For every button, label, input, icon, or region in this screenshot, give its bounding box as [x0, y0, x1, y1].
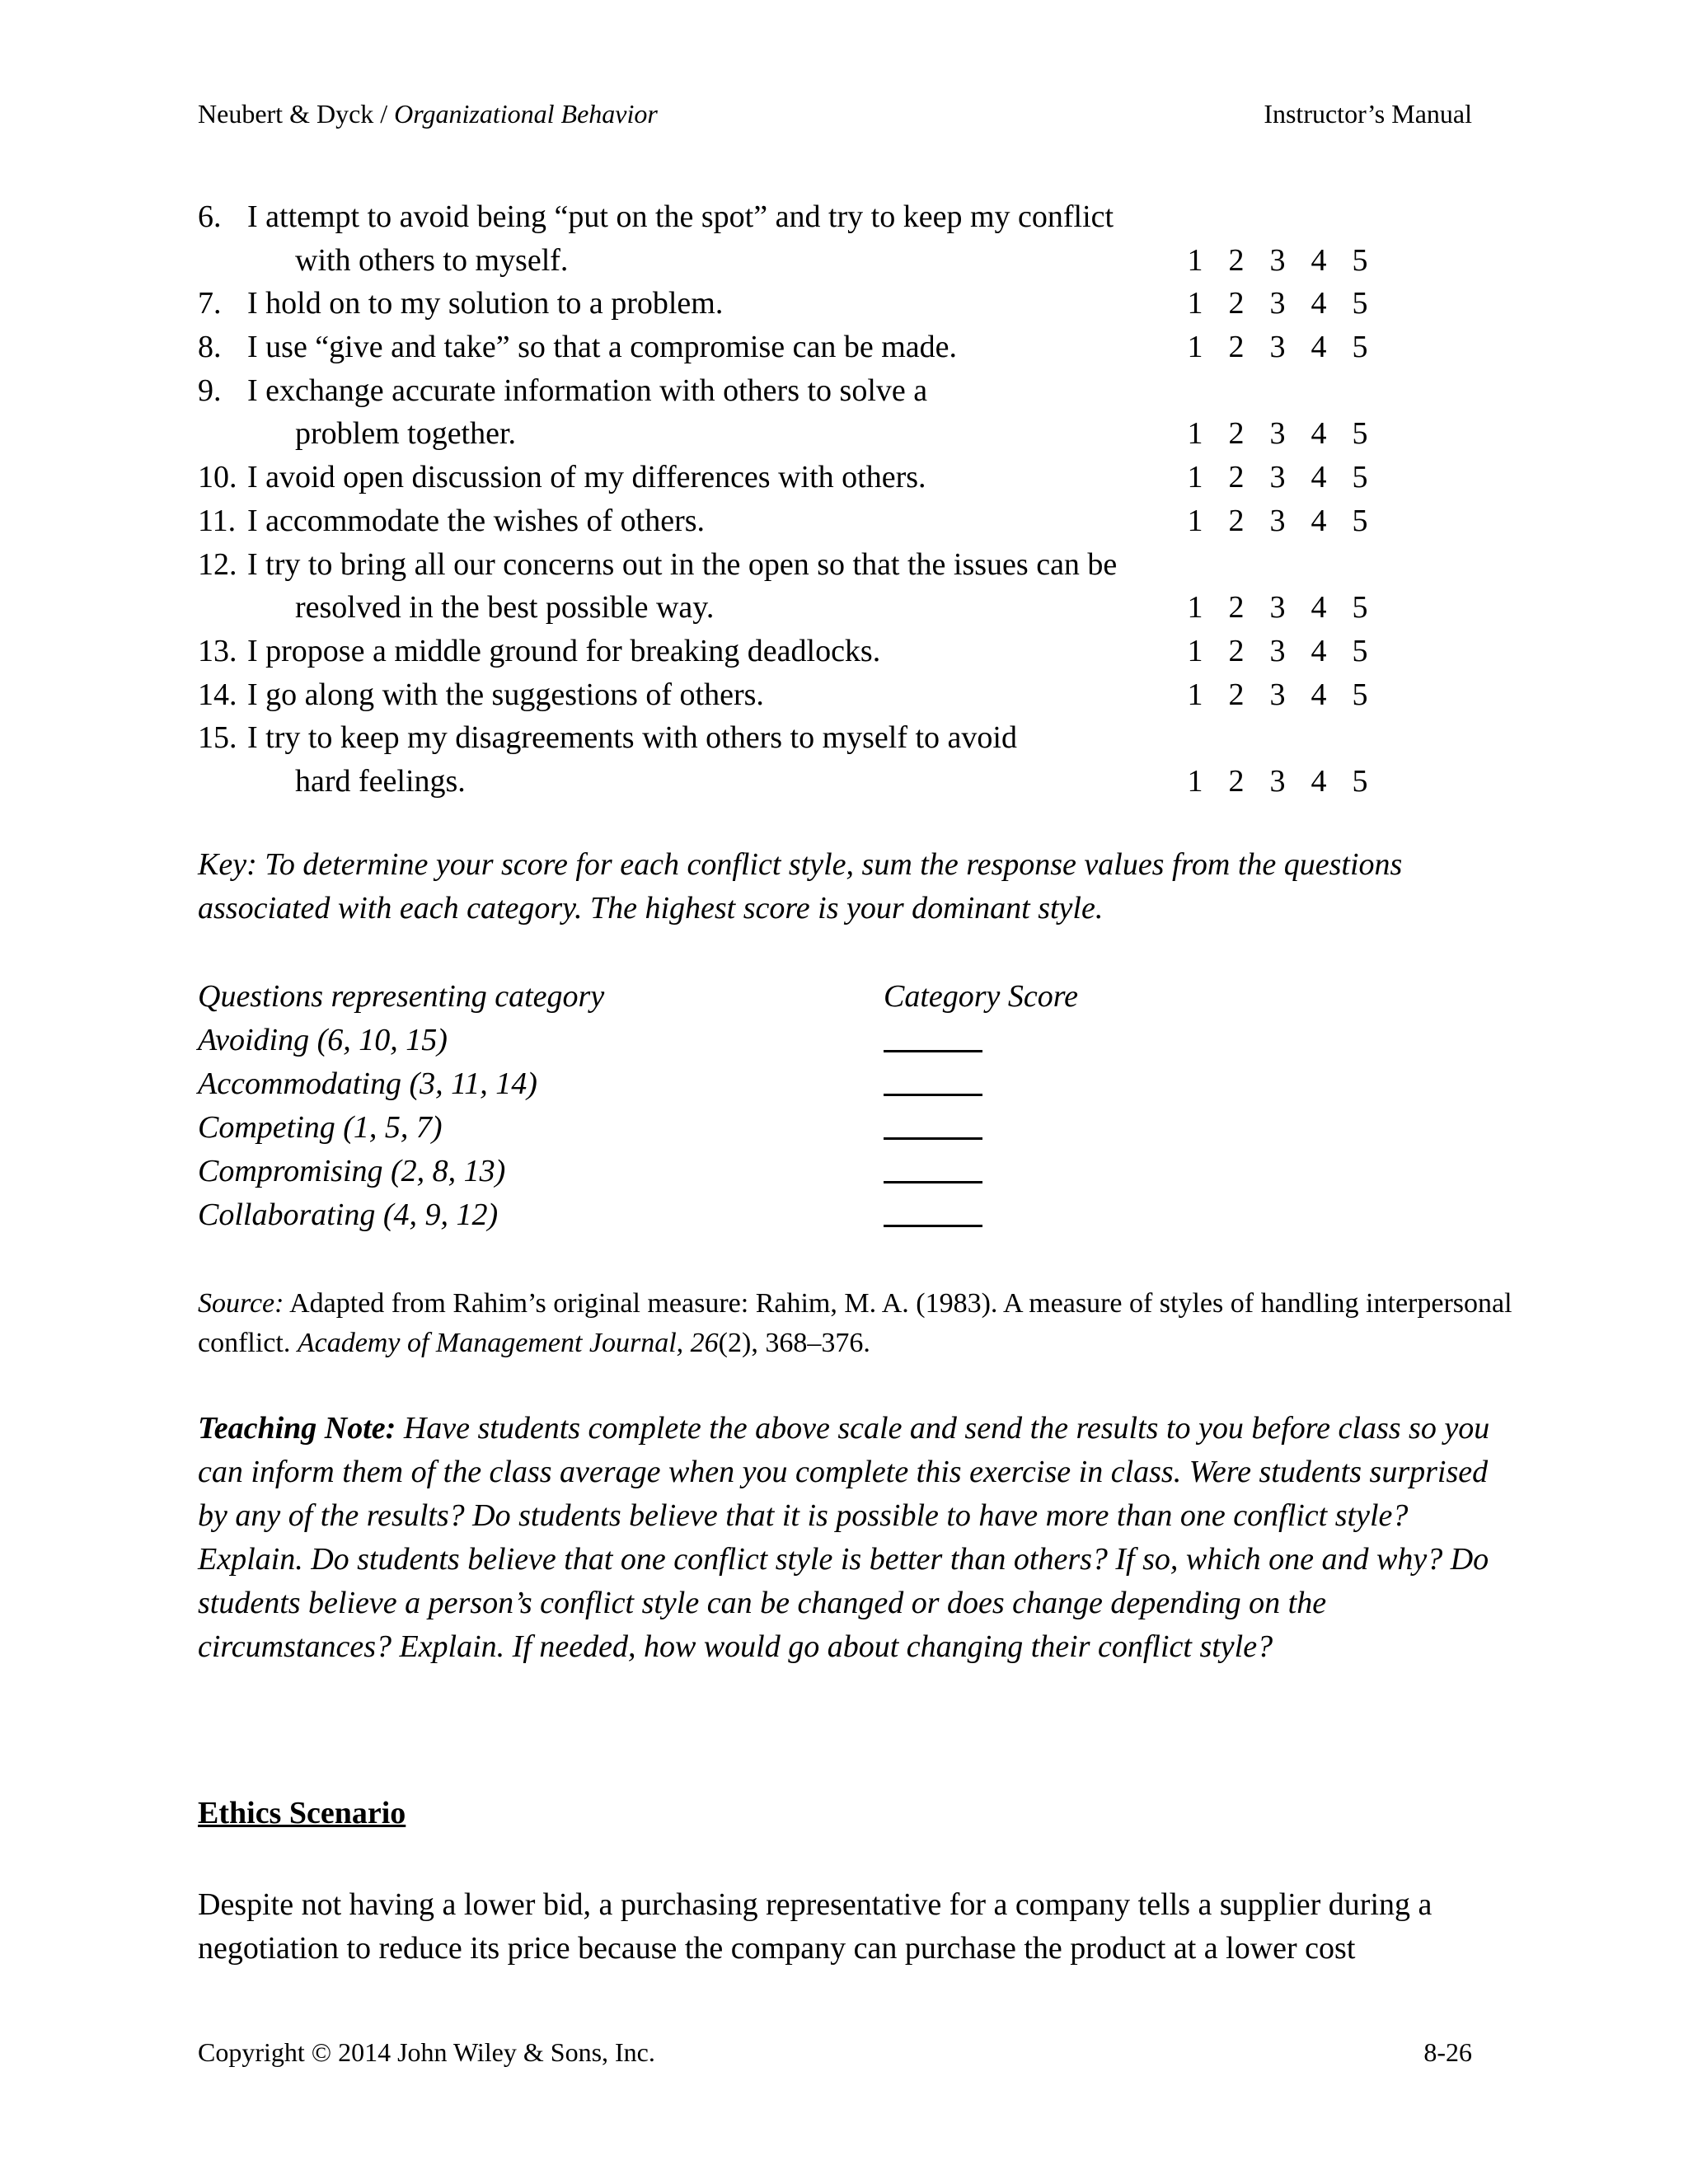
scale-value: 3 — [1269, 242, 1286, 278]
category-header-left: Questions representing category — [198, 979, 605, 1014]
scale-value: 2 — [1228, 633, 1245, 668]
category-header-right: Category Score — [884, 979, 1079, 1014]
score-blank — [884, 1062, 982, 1096]
scale-value: 3 — [1269, 590, 1286, 626]
header-book-title: Organizational Behavior — [394, 99, 658, 129]
scale-value: 2 — [1228, 503, 1245, 538]
scale-value: 4 — [1311, 503, 1327, 538]
item-number: 8. — [198, 330, 222, 365]
scale-value: 4 — [1311, 763, 1327, 799]
scale-value: 4 — [1311, 460, 1327, 495]
item-line — [198, 499, 1385, 543]
item-text: with others to myself. — [295, 242, 569, 278]
scale-value: 4 — [1311, 590, 1327, 626]
item-line — [198, 586, 1385, 630]
scale-value: 1 — [1187, 677, 1203, 712]
scoring-key: Key: To determine your score for each conflict style, sum the response values from the questions associated with each category. The highest score is your dominant style. — [198, 847, 1403, 926]
scale-value: 2 — [1228, 416, 1245, 452]
category-label: Collaborating (4, 9, 12) — [198, 1197, 499, 1232]
scale-value: 3 — [1269, 286, 1286, 321]
footer-page-number: 8-26 — [1423, 2037, 1472, 2067]
source-label: Source: — [198, 1288, 284, 1319]
item-number: 10. — [198, 460, 237, 495]
teaching-note-text: Have students complete the above scale and send the results to you before class so you can inform them of the class average when you complete this exercise in class. Were students surprised by any of the results? Do students believe that it is possible to have more than one conflict style? Explain. Do students believe that one conflict style is better than others? If so, which one and why? Do students believe a person’s conflict style can be changed or does change depending on the circumstances? Explain. If needed, how would go about changing their conflict style? — [198, 1411, 1490, 1664]
scale-value: 5 — [1352, 503, 1368, 538]
teaching-note-label: Teaching Note: — [198, 1411, 396, 1446]
scale-value: 5 — [1352, 416, 1368, 452]
scale-value: 1 — [1187, 242, 1203, 278]
scale-value: 3 — [1269, 503, 1286, 538]
item-text: resolved in the best possible way. — [295, 590, 715, 626]
score-blank — [884, 1106, 982, 1140]
item-line — [198, 412, 1385, 456]
item-line — [198, 630, 1385, 673]
scale-value: 1 — [1187, 330, 1203, 365]
scale-value: 3 — [1269, 330, 1286, 365]
ethics-scenario-heading: Ethics Scenario — [198, 1796, 406, 1830]
questionnaire-items — [198, 195, 1385, 804]
item-number: 12. — [198, 546, 237, 582]
scale-value: 5 — [1352, 763, 1368, 799]
scale-value: 4 — [1311, 242, 1327, 278]
scale-value: 4 — [1311, 416, 1327, 452]
scale-value: 2 — [1228, 330, 1245, 365]
scale-value: 2 — [1228, 763, 1245, 799]
scale-value: 2 — [1228, 460, 1245, 495]
score-blank — [884, 1193, 982, 1227]
score-blank — [884, 1019, 982, 1052]
item-number: 13. — [198, 633, 237, 668]
item-text: I hold on to my solution to a problem. — [247, 286, 724, 321]
source-citation — [198, 1284, 1517, 1363]
ethics-scenario-body: Despite not having a lower bid, a purchasing representative for a company tells a supplier during a negotiation to reduce its price because the company can purchase the product at a lower cost — [198, 1887, 1432, 1966]
source-journal: Academy of Management Journal, 26 — [297, 1328, 719, 1358]
item-line — [198, 282, 1385, 326]
item-line — [198, 195, 1385, 239]
scale-value: 5 — [1352, 286, 1368, 321]
item-number: 14. — [198, 677, 237, 712]
item-text: I try to keep my disagreements with others to myself to avoid — [247, 720, 1017, 756]
score-blank — [884, 1150, 982, 1183]
header-authors: Neubert & Dyck / — [198, 99, 388, 129]
item-text: hard feelings. — [295, 763, 466, 799]
scale-value: 1 — [1187, 763, 1203, 799]
scale-value: 1 — [1187, 286, 1203, 321]
scale-value: 5 — [1352, 677, 1368, 712]
source-text: Adapted from Rahim’s original measure: Rahim, M. A. (1983). A measure of styles of handling interpersonal conflict. — [198, 1288, 1512, 1358]
scale-value: 4 — [1311, 330, 1327, 365]
scale-value: 3 — [1269, 763, 1286, 799]
item-number: 11. — [198, 503, 237, 538]
item-text: I propose a middle ground for breaking deadlocks. — [247, 633, 881, 668]
scale-value: 5 — [1352, 242, 1368, 278]
scale-value: 4 — [1311, 677, 1327, 712]
item-text: I attempt to avoid being “put on the spot” and try to keep my conflict — [247, 199, 1114, 234]
category-label: Competing (1, 5, 7) — [198, 1110, 443, 1145]
scale-value: 1 — [1187, 460, 1203, 495]
item-line — [198, 673, 1385, 717]
item-text: I exchange accurate information with others to solve a — [247, 373, 928, 408]
item-number: 9. — [198, 373, 222, 408]
running-header-left — [198, 99, 658, 129]
scale-value: 3 — [1269, 677, 1286, 712]
item-line — [198, 456, 1385, 499]
running-header-right: Instructor’s Manual — [1264, 99, 1472, 129]
category-label: Accommodating (3, 11, 14) — [198, 1066, 537, 1101]
scale-value: 5 — [1352, 460, 1368, 495]
teaching-note — [198, 1407, 1517, 1669]
scale-value: 4 — [1311, 286, 1327, 321]
scale-value: 5 — [1352, 590, 1368, 626]
item-line — [198, 543, 1385, 587]
item-text: I avoid open discussion of my differences with others. — [247, 460, 926, 495]
item-line — [198, 239, 1385, 283]
item-text: I try to bring all our concerns out in the open so that the issues can be — [247, 546, 1118, 582]
scale-value: 2 — [1228, 677, 1245, 712]
scale-value: 5 — [1352, 330, 1368, 365]
item-number: 15. — [198, 720, 237, 756]
scale-value: 2 — [1228, 286, 1245, 321]
item-line — [198, 326, 1385, 369]
scale-value: 1 — [1187, 503, 1203, 538]
item-line — [198, 369, 1385, 413]
item-line — [198, 716, 1385, 760]
item-text: problem together. — [295, 416, 517, 452]
scale-value: 3 — [1269, 416, 1286, 452]
scale-value: 2 — [1228, 242, 1245, 278]
scale-value: 5 — [1352, 633, 1368, 668]
item-text: I accommodate the wishes of others. — [247, 503, 706, 538]
scale-value: 4 — [1311, 633, 1327, 668]
scale-value: 3 — [1269, 633, 1286, 668]
source-issue: (2), 368–376. — [718, 1328, 870, 1358]
scale-value: 1 — [1187, 416, 1203, 452]
scale-value: 1 — [1187, 633, 1203, 668]
item-number: 7. — [198, 286, 222, 321]
category-label: Compromising (2, 8, 13) — [198, 1154, 506, 1188]
item-text: I use “give and take” so that a compromise can be made. — [247, 330, 957, 365]
item-text: I go along with the suggestions of others. — [247, 677, 764, 712]
item-line — [198, 760, 1385, 804]
category-label: Avoiding (6, 10, 15) — [198, 1023, 448, 1057]
item-number: 6. — [198, 199, 222, 234]
scale-value: 1 — [1187, 590, 1203, 626]
scale-value: 3 — [1269, 460, 1286, 495]
scale-value: 2 — [1228, 590, 1245, 626]
footer-copyright: Copyright © 2014 John Wiley & Sons, Inc. — [198, 2037, 655, 2067]
